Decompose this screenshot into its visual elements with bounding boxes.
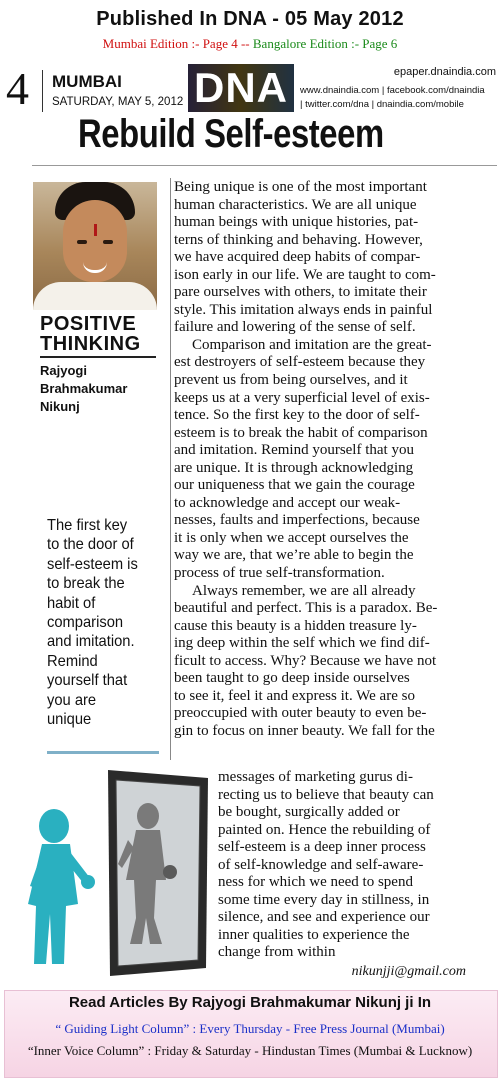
- body-line: we have acquired deep habits of compar-: [174, 249, 421, 266]
- body-line: pare ourselves with others, to imitate their: [174, 284, 427, 301]
- body-line: failure and lowering of the sense of self.: [174, 319, 416, 336]
- body-line: and imitation. Remind yourself that you: [174, 442, 414, 459]
- mumbai-edition: Mumbai Edition :- Page 4: [102, 36, 238, 51]
- body-line: ness for which we need to spend: [218, 874, 413, 891]
- pull-quote-line: unique: [47, 711, 92, 729]
- body-line: ison early in our life. We are taught to com-: [174, 266, 436, 283]
- body-line: some time every day in stillness, in: [218, 891, 430, 908]
- mirror-illustration: [20, 768, 216, 980]
- article-headline: Rebuild Self-esteem: [78, 112, 384, 156]
- article-body-continued: [218, 769, 434, 962]
- body-line: nesses, faults and imperfections, because: [174, 512, 420, 529]
- pull-quote-line: The first key: [47, 517, 128, 534]
- dna-logo-text: DNA: [194, 64, 288, 111]
- body-line: human beings with unique histories, pat-: [174, 214, 419, 231]
- body-line: ficult to access. Why? Because we have not: [174, 652, 437, 669]
- pull-quote: [47, 516, 156, 729]
- promo-column-line: “Inner Voice Column” : Friday & Saturday - Hindustan Times (Mumbai & Lucknow): [27, 1043, 473, 1058]
- masthead-link-line: www.dnaindia.com | facebook.com/dnaindia: [300, 85, 485, 96]
- body-line: of self-knowledge and self-aware-: [218, 856, 424, 873]
- pull-quote-line: to break the: [47, 575, 125, 593]
- body-line: are unique. It is through acknowledging: [174, 459, 414, 476]
- promo-column-line: “ Guiding Light Column” : Every Thursday - Free Press Journal (Mumbai): [55, 1021, 445, 1036]
- body-line: been taught to go deep inside ourselves: [174, 670, 410, 687]
- body-line: to see it, feel it and express it. We are so: [174, 687, 415, 704]
- body-line: silence, and see and experience our: [218, 909, 430, 926]
- body-line: keeps us at a very superficial level of exis-: [174, 389, 430, 406]
- body-line: to acknowledge and accept our weak-: [174, 494, 401, 511]
- pull-quote-line: Remind: [47, 652, 98, 670]
- masthead-link-line: | twitter.com/dna | dnaindia.com/mobile: [300, 99, 464, 110]
- column-rule: [170, 178, 171, 760]
- column-name: THINKING: [40, 333, 141, 355]
- body-line: change from within: [218, 944, 336, 961]
- body-line: gin to focus on inner beauty. We fall for the: [174, 722, 435, 739]
- promo-title: Read Articles By Rajyogi Brahmakumar Nikunj ji In: [68, 994, 432, 1011]
- body-line: Being unique is one of the most important: [174, 179, 427, 195]
- pull-quote-line: you are: [47, 691, 97, 709]
- body-line: tence. So the first key to the door of self-: [174, 407, 420, 424]
- masthead-divider: [42, 70, 43, 112]
- body-line: Always remember, we are all already: [192, 582, 416, 599]
- column-name: POSITIVE: [40, 313, 137, 335]
- pull-quote-line: and imitation.: [47, 633, 135, 651]
- body-line: style. This imitation always ends in painful: [174, 301, 433, 318]
- body-line: messages of marketing gurus di-: [218, 769, 413, 785]
- page-number: 4: [6, 63, 29, 114]
- pull-quote-rule: [47, 751, 159, 754]
- edition-separator: --: [237, 36, 253, 51]
- bangalore-edition: Bangalore Edition :- Page 6: [252, 36, 398, 51]
- author-line: Brahmakumar: [40, 381, 128, 396]
- body-line: cause this beauty is a hidden treasure ly-: [174, 617, 417, 634]
- article-body: [174, 179, 437, 741]
- body-line: process of true self-transformation.: [174, 565, 385, 582]
- pull-quote-line: habit of: [47, 594, 96, 612]
- body-line: it is only when we accept ourselves the: [174, 529, 409, 546]
- body-line: beautiful and perfect. This is a paradox. Be-: [174, 600, 438, 617]
- body-line: ing deep within the self which we find dif-: [174, 635, 430, 652]
- author-line: Rajyogi: [40, 363, 87, 378]
- author-byline: [40, 362, 160, 416]
- body-line: inner qualities to experience the: [218, 926, 410, 943]
- body-line: Comparison and imitation are the great-: [192, 336, 432, 353]
- author-photo: [33, 182, 157, 310]
- body-line: way we are, that we’re able to begin the: [174, 547, 414, 564]
- city-label: MUMBAI: [52, 72, 122, 91]
- pull-quote-line: comparison: [47, 614, 124, 632]
- publication-title: Published In DNA - 05 May 2012: [96, 8, 404, 30]
- body-line: painted on. Hence the rebuilding of: [218, 821, 431, 838]
- body-line: be bought, surgically added or: [218, 804, 400, 821]
- body-line: recting us to believe that beauty can: [218, 786, 434, 803]
- body-line: terns of thinking and behaving. However,: [174, 231, 423, 248]
- headline-rule: [32, 165, 497, 166]
- author-line: Nikunj: [40, 399, 80, 414]
- edition-line: [0, 36, 500, 52]
- author-email: nikunjji@gmail.com: [351, 964, 466, 979]
- author-rule: [40, 356, 156, 358]
- body-line: est destroyers of self-esteem because they: [174, 354, 426, 371]
- epaper-url: epaper.dnaindia.com: [393, 66, 496, 78]
- body-line: esteem is to break the habit of comparison: [174, 424, 428, 441]
- dna-logo: [188, 64, 294, 112]
- pull-quote-line: to the door of: [47, 536, 134, 554]
- standing-figure-icon: [28, 809, 95, 964]
- body-line: self-esteem is a deep inner process: [218, 839, 426, 856]
- pull-quote-line: self-esteem is: [47, 555, 138, 573]
- body-line: preoccupied with outer beauty to even be-: [174, 705, 427, 722]
- body-line: prevent us from being ourselves, and it: [174, 372, 408, 389]
- masthead-links: [300, 84, 496, 112]
- pull-quote-line: yourself that: [47, 672, 128, 690]
- body-line: human characteristics. We are all unique: [174, 196, 417, 213]
- issue-date: SATURDAY, MAY 5, 2012: [52, 96, 184, 108]
- body-line: our uniqueness that we gain the courage: [174, 477, 415, 494]
